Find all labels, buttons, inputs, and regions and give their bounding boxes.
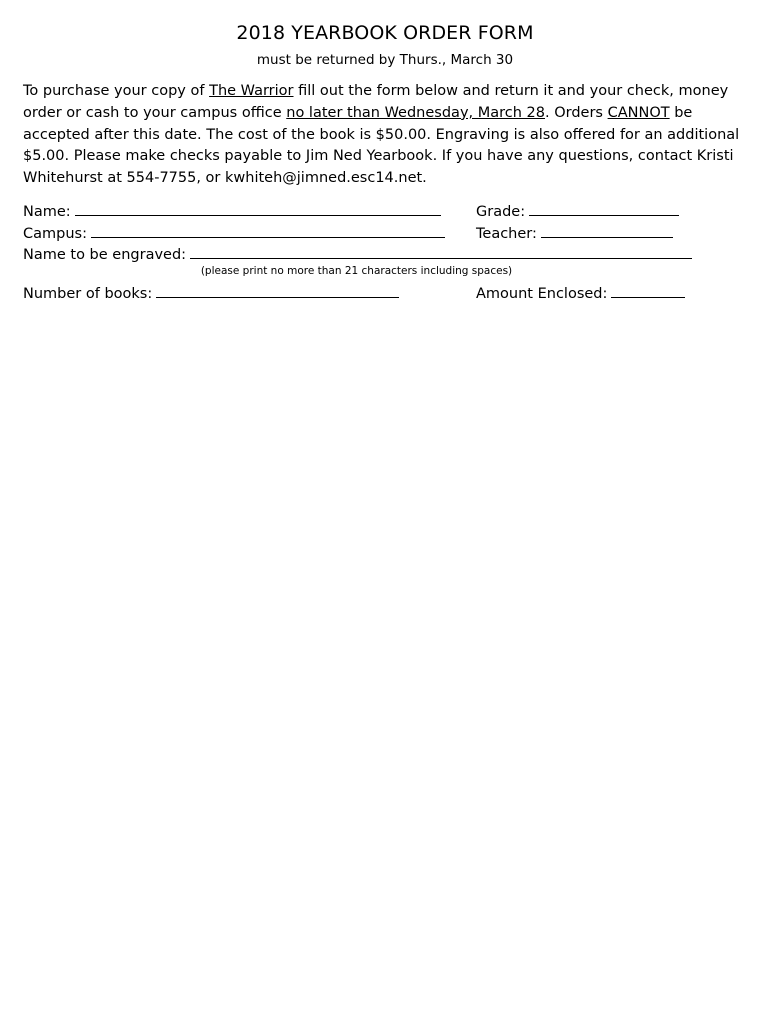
- amount-label: Amount Enclosed:: [476, 286, 608, 302]
- grade-field[interactable]: [529, 200, 679, 216]
- campus-field[interactable]: [91, 222, 445, 238]
- name-field[interactable]: [75, 200, 441, 216]
- grade-row: [476, 200, 679, 222]
- instructions-paragraph: [23, 81, 753, 190]
- form-title: 2018 YEARBOOK ORDER FORM: [236, 22, 534, 44]
- intro-text-4: be accepted after this date. The cost of the book is $50.00. Engraving is also offered for an additional $5.00. Please make checks payable to Jim Ned Yearbook. If you have any questions, contact Kristi Whitehurst at 554-7755, or kwhiteh@jimned.esc14.net.: [23, 104, 740, 187]
- teacher-row: [476, 222, 673, 244]
- engraved-label: Name to be engraved:: [23, 247, 187, 263]
- intro-text-3: . Orders: [545, 104, 608, 121]
- engraved-row: [23, 243, 692, 265]
- campus-row: [23, 222, 445, 244]
- engraved-name-field[interactable]: [190, 243, 692, 259]
- name-label: Name:: [23, 204, 71, 220]
- grade-label: Grade:: [476, 204, 526, 220]
- intro-text-2: fill out the form below and return it and your check, money order or cash to your campus office: [23, 83, 729, 121]
- amount-enclosed-field[interactable]: [611, 282, 685, 298]
- campus-label: Campus:: [23, 226, 87, 242]
- teacher-label: Teacher:: [476, 226, 537, 242]
- book-name: The Warrior: [209, 83, 294, 99]
- teacher-field[interactable]: [541, 222, 673, 238]
- books-row: [23, 282, 399, 304]
- intro-text-1: To purchase your copy of: [23, 83, 210, 99]
- engraving-note: (please print no more than 21 characters including spaces): [200, 265, 513, 277]
- number-of-books-field[interactable]: [156, 282, 399, 298]
- cannot-text: CANNOT: [607, 104, 670, 121]
- name-row: [23, 200, 441, 222]
- amount-row: [476, 282, 685, 304]
- deadline-text: no later than Wednesday, March 28: [286, 104, 545, 121]
- return-deadline-subtitle: must be returned by Thurs., March 30: [256, 52, 514, 68]
- books-label: Number of books:: [23, 286, 153, 302]
